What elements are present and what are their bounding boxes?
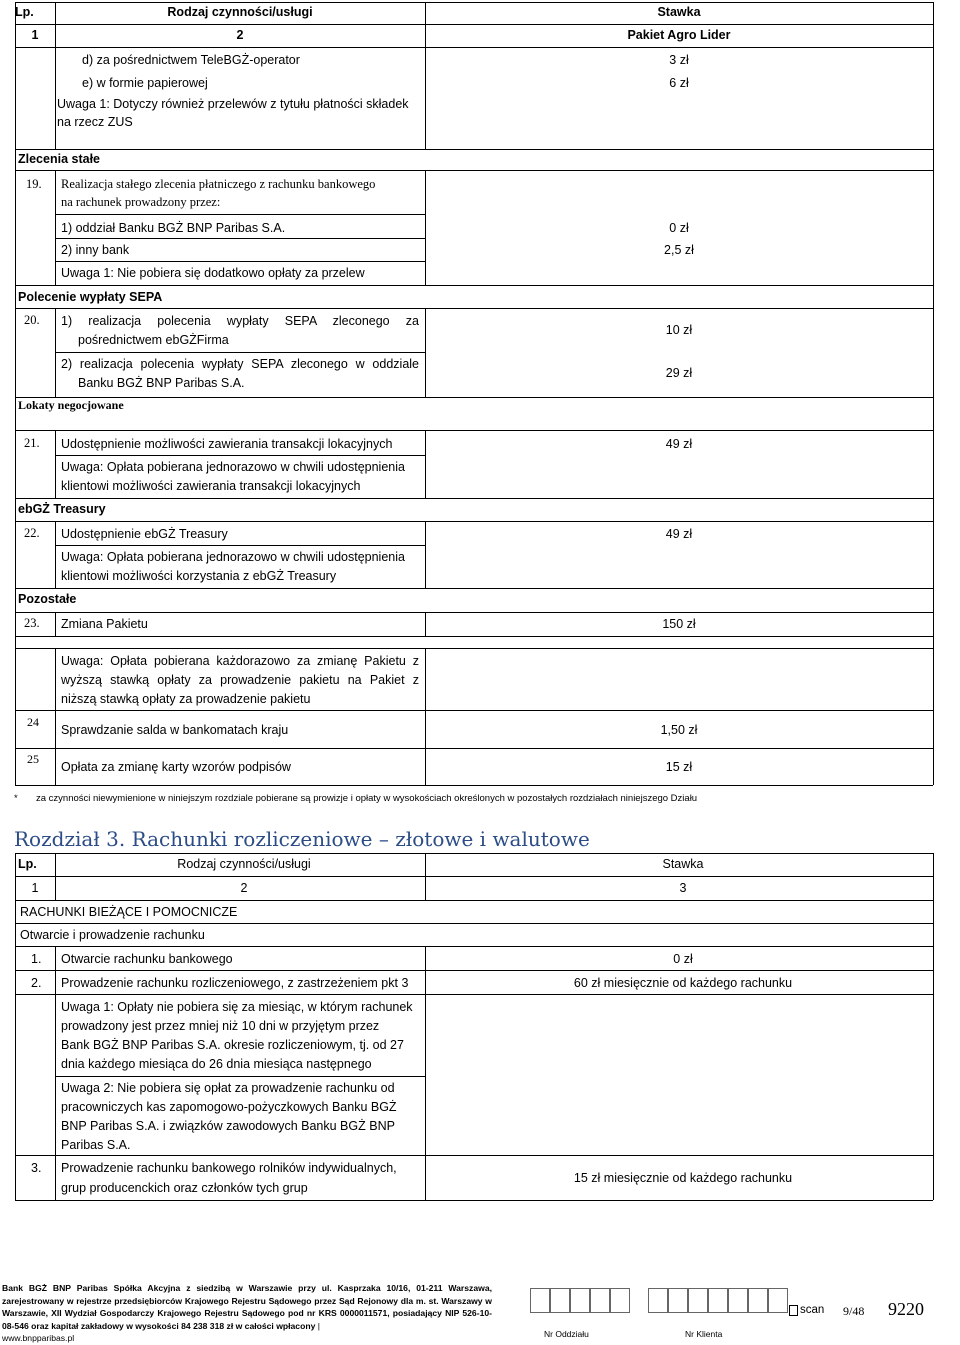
row-21-num: 21. bbox=[24, 436, 40, 450]
row-e-label: e) w formie papierowej bbox=[82, 76, 208, 90]
row-20-opt1-value: 10 zł bbox=[665, 323, 693, 337]
colnum-2: 2 bbox=[236, 28, 244, 42]
t2-note1-line4: dnia każdego miesiąca do 26 dnia miesiąca następnego bbox=[61, 1057, 372, 1071]
row-23-label: Zmiana Pakietu bbox=[61, 617, 148, 631]
scan-label: scan bbox=[800, 1304, 825, 1316]
t2-header-service: Rodzaj czynności/usługi bbox=[177, 857, 311, 871]
row-24-label: Sprawdzanie salda w bankomatach kraju bbox=[61, 723, 289, 737]
t2-colnum-3: 3 bbox=[679, 881, 687, 895]
row-21-note-line1: Uwaga: Opłata pobierana jednorazowo w chwili udostępnienia bbox=[61, 460, 405, 474]
row-19-note: Uwaga 1: Nie pobiera się dodatkowo opłaty za przelew bbox=[61, 266, 365, 280]
standing-title: Zlecenia stałe bbox=[18, 152, 100, 166]
row-23-note-line2: wyższą stawką opłaty za prowadzenie pakietu na Pakiet z bbox=[61, 673, 419, 687]
deposits-title: Lokaty negocjowane bbox=[18, 398, 124, 412]
t2-subsection-title: Otwarcie i prowadzenie rachunku bbox=[20, 928, 205, 942]
t2-row-2-label: Prowadzenie rachunku rozliczeniowego, z zastrzeżeniem pkt 3 bbox=[61, 976, 409, 990]
row-25-value: 15 zł bbox=[665, 760, 693, 774]
t2-note1-line3: Bank BGŻ BNP Paribas S.A. okresie rozliczeniowym, tj. od 27 bbox=[61, 1038, 404, 1052]
top-note-line1: Uwaga 1: Dotyczy również przelewów z tytułu płatności składek bbox=[57, 97, 409, 111]
treasury-title: ebGŻ Treasury bbox=[18, 502, 106, 516]
top-note-line2: na rzecz ZUS bbox=[57, 115, 133, 129]
colnum-3: Pakiet Agro Lider bbox=[627, 28, 731, 42]
footer-company-info: Bank BGŻ BNP Paribas Spółka Akcyjna z siedzibą w Warszawie przy ul. Kasprzaka 10/16, 01-211 Warszawa, zarejestrowany w rejestrze przedsiębiorców Krajowego Rejestru Sądowego przez Sąd Rejonowy dla m. st. Warszawy w Warszawie, XII Wydział Gospodarczy Krajowego Rejestru Sądowego pod nr KRS 0000011571, posiadający NIP 526-10-08-546 oraz kapitał zakładowy w wysokości 84 238 318 zł w całości wpłacony | www.bnpparibas.pl bbox=[2, 1283, 492, 1343]
t2-note1-line2: prowadzony jest przez mniej niż 10 dni w przyjętym przez bbox=[61, 1019, 380, 1033]
row-25-num: 25 bbox=[27, 752, 39, 766]
t2-colnum-1: 1 bbox=[31, 881, 39, 895]
t2-row-3-num: 3. bbox=[31, 1161, 42, 1175]
row-19-num: 19. bbox=[26, 177, 42, 191]
row-19-opt2-value: 2,5 zł bbox=[664, 243, 694, 257]
footnote-text: za czynności niewymienione w niniejszym rozdziale pobierane są prowizje i opłaty w wysokościach określonych w pozostałych rozdziałach niniejszego Działu bbox=[36, 793, 698, 804]
chapter-title: Rozdział 3. Rachunki rozliczeniowe – złotowe i walutowe bbox=[14, 827, 590, 851]
row-24-num: 24 bbox=[27, 715, 39, 729]
row-23-note-line1: Uwaga: Opłata pobierana każdorazowo za zmianę Pakietu z bbox=[61, 654, 419, 668]
row-19-line2: na rachunek prowadzony przez: bbox=[61, 195, 221, 209]
branch-number-label: Nr Oddziału bbox=[544, 1329, 589, 1339]
t2-section-title: RACHUNKI BIEŻĄCE I POMOCNICZE bbox=[20, 905, 238, 919]
row-22-note-line2: klientowi możliwości korzystania z ebGŻ Treasury bbox=[61, 569, 337, 583]
t2-row-2-value: 60 zł miesięcznie od każdego rachunku bbox=[573, 976, 793, 990]
row-23-num: 23. bbox=[24, 616, 40, 630]
header-lp: Lp. bbox=[15, 5, 34, 19]
sepa-title: Polecenie wypłaty SEPA bbox=[18, 290, 163, 304]
row-19-opt1-value: 0 zł bbox=[669, 221, 689, 235]
t2-colnum-2: 2 bbox=[240, 881, 248, 895]
row-20-num: 20. bbox=[24, 313, 40, 327]
row-21-note-line2: klientowi możliwości zawierania transakcji lokacyjnych bbox=[61, 479, 361, 493]
t2-note2-line3: BNP Paribas S.A. i związków zawodowych Banku BGŻ BNP bbox=[61, 1119, 395, 1133]
other-title: Pozostałe bbox=[18, 592, 77, 606]
t2-row-3-line2: grup producenckich oraz członków tych grup bbox=[61, 1181, 308, 1195]
page-number: 9/48 bbox=[843, 1304, 865, 1318]
row-21-value: 49 zł bbox=[665, 437, 693, 451]
row-20-opt2-value: 29 zł bbox=[665, 366, 693, 380]
row-19-line1: Realizacja stałego zlecenia płatniczego z rachunku bankowego bbox=[61, 177, 376, 191]
row-24-value: 1,50 zł bbox=[660, 723, 698, 737]
row-20-opt1-line1: 1) realizacja polecenia wypłaty SEPA zleconego za bbox=[61, 314, 419, 328]
t2-row-2-num: 2. bbox=[31, 976, 42, 990]
footer-website: www.bnpparibas.pl bbox=[2, 1333, 75, 1343]
t2-row-1-value: 0 zł bbox=[673, 952, 693, 966]
row-22-note-line1: Uwaga: Opłata pobierana jednorazowo w chwili udostępnienia bbox=[61, 550, 405, 564]
t2-note2-line2: pracowniczych kas zapomogowo-pożyczkowych Banku BGŻ bbox=[61, 1100, 397, 1114]
row-d-label: d) za pośrednictwem TeleBGŻ-operator bbox=[82, 53, 300, 67]
t2-row-3-value: 15 zł miesięcznie od każdego rachunku bbox=[573, 1171, 793, 1185]
row-20-opt2-line2: Banku BGŻ BNP Paribas S.A. bbox=[78, 376, 245, 390]
colnum-1: 1 bbox=[31, 28, 39, 42]
row-d-value: 3 zł bbox=[669, 53, 689, 67]
row-25-label: Opłata za zmianę karty wzorów podpisów bbox=[61, 760, 291, 774]
row-20-opt2-line1: 2) realizacja polecenia wypłaty SEPA zleconego w oddziale bbox=[61, 357, 419, 371]
header-rate: Stawka bbox=[657, 5, 701, 19]
row-e-value: 6 zł bbox=[669, 76, 689, 90]
t2-note1-line1: Uwaga 1: Opłaty nie pobiera się za miesiąc, w którym rachunek bbox=[61, 1000, 413, 1014]
document-code: 9220 bbox=[888, 1299, 924, 1319]
row-22-num: 22. bbox=[24, 526, 40, 540]
row-19-opt2-label: 2) inny bank bbox=[61, 243, 130, 257]
row-23-note-line3: niższą stawką opłaty za prowadzenie pakietu bbox=[61, 692, 311, 706]
row-21-label: Udostępnienie możliwości zawierania transakcji lokacyjnych bbox=[61, 437, 393, 451]
row-23-value: 150 zł bbox=[662, 617, 696, 631]
client-number-label: Nr Klienta bbox=[685, 1329, 723, 1339]
t2-header-rate: Stawka bbox=[662, 857, 704, 871]
t2-row-1-num: 1. bbox=[31, 952, 42, 966]
t2-note2-line1: Uwaga 2: Nie pobiera się opłat za prowadzenie rachunku od bbox=[61, 1081, 395, 1095]
row-22-label: Udostępnienie ebGŻ Treasury bbox=[61, 527, 228, 541]
t2-note2-line4: Paribas S.A. bbox=[61, 1138, 131, 1152]
header-service: Rodzaj czynności/usługi bbox=[167, 5, 313, 19]
row-22-value: 49 zł bbox=[665, 527, 693, 541]
scan-checkbox bbox=[789, 1305, 798, 1316]
footnote-mark: * bbox=[14, 793, 18, 804]
row-19-opt1-label: 1) oddział Banku BGŻ BNP Paribas S.A. bbox=[61, 221, 286, 235]
t2-row-1-label: Otwarcie rachunku bankowego bbox=[61, 952, 233, 966]
t2-header-lp: Lp. bbox=[18, 857, 37, 871]
t2-row-3-line1: Prowadzenie rachunku bankowego rolników indywidualnych, bbox=[61, 1161, 397, 1175]
row-20-opt1-line2: pośrednictwem ebGŻFirma bbox=[78, 333, 229, 347]
